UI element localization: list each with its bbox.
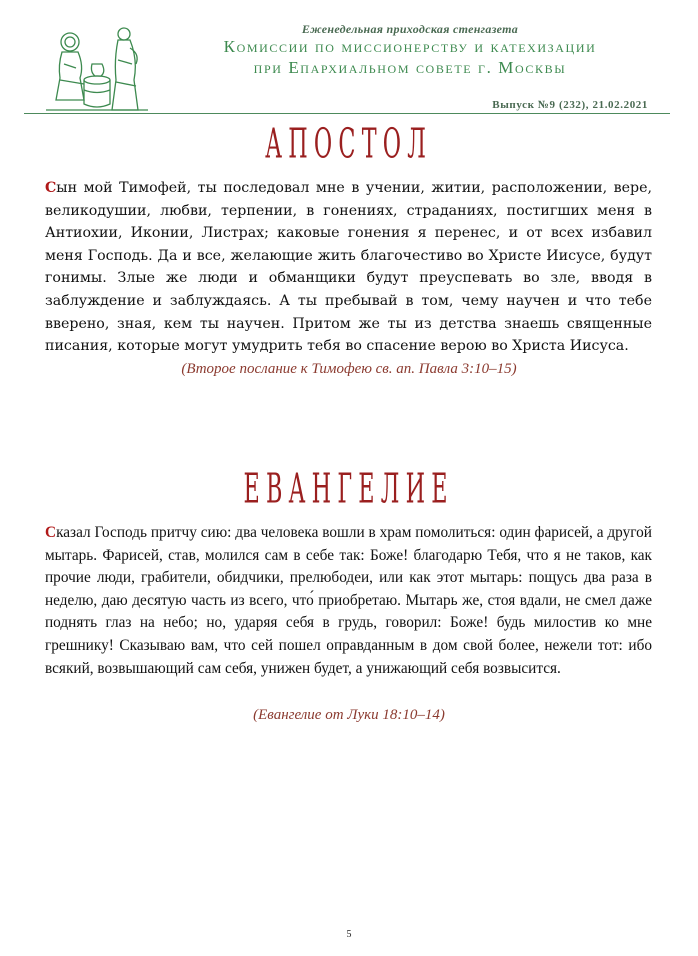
header-divider [24,113,670,114]
issue-info: Выпуск №9 (232), 21.02.2021 [492,99,648,111]
header-text [160,22,660,78]
christ-and-samaritan-woman-icon [40,20,152,116]
header-line-2: при Епархиальном совете г. Москвы [253,58,567,77]
apostol-text: ын мой Тимофей, ты последовал мне в учении, житии, расположении, вере, великодушии, любви, терпении, в гонениях, страданиях, постигших меня в Антиохии, Иконии, Листрах; каковые гонения я перенес, и от всех избавил меня Господь. Да и все, желающие жить благочестиво во Христе Иисусе, будут гонимы. Злые же люди и обманщики будут преуспевать во зле, вводя в заблуждение и заблуждаясь. А ты пребывай в том, чему научен и что тебе вверено, зная, кем ты научен. Притом же ты из детства знаешь священные писания, которые могут умудрить тебя во спасение верою во Христа Иисуса. [45,180,652,355]
gospel-reading [45,522,652,680]
apostol-title [0,120,698,174]
header [0,0,698,120]
gospel-dropcap: С [45,524,57,541]
gospel-source: (Евангелие от Луки 18:10–14) [253,707,445,723]
gospel-text: казал Господь притчу сию: два человека вошли в храм помолиться: один фарисей, а другой мытарь. Фарисей, став, молился сам в себе так: Боже! благодарю Тебя, что я не таков, как прочие люди, грабители, обидчики, прелюбодеи, или как этот мытарь: пощусь два раза в неделю, даю десятую часть из всего, что́ приобретаю. Мытарь же, стоя вдали, не смел даже поднять глаз на небо; но, ударяя себя в грудь, говорил: Боже! будь милостив ко мне грешнику! Сказываю вам, что сей пошел оправданным в дом свой более, нежели тот: ибо всякий, возвышающий сам себя, унижен будет, а унижающий себя возвысится. [45,524,652,677]
apostol-title-text: АПОСТОЛ [265,120,433,169]
apostol-dropcap: С [45,180,57,196]
gospel-title [0,465,698,519]
gospel-title-text: ЕВАНГЕЛИЕ [243,465,455,514]
apostol-reading [45,177,652,358]
apostol-source: (Второе послание к Тимофею св. ап. Павла 3:10–15) [181,361,517,377]
header-subtitle: Еженедельная приходская стенгазета [301,22,519,36]
header-line-1: Комиссии по миссионерству и катехизации [223,37,597,56]
page-number: 5 [346,929,352,940]
